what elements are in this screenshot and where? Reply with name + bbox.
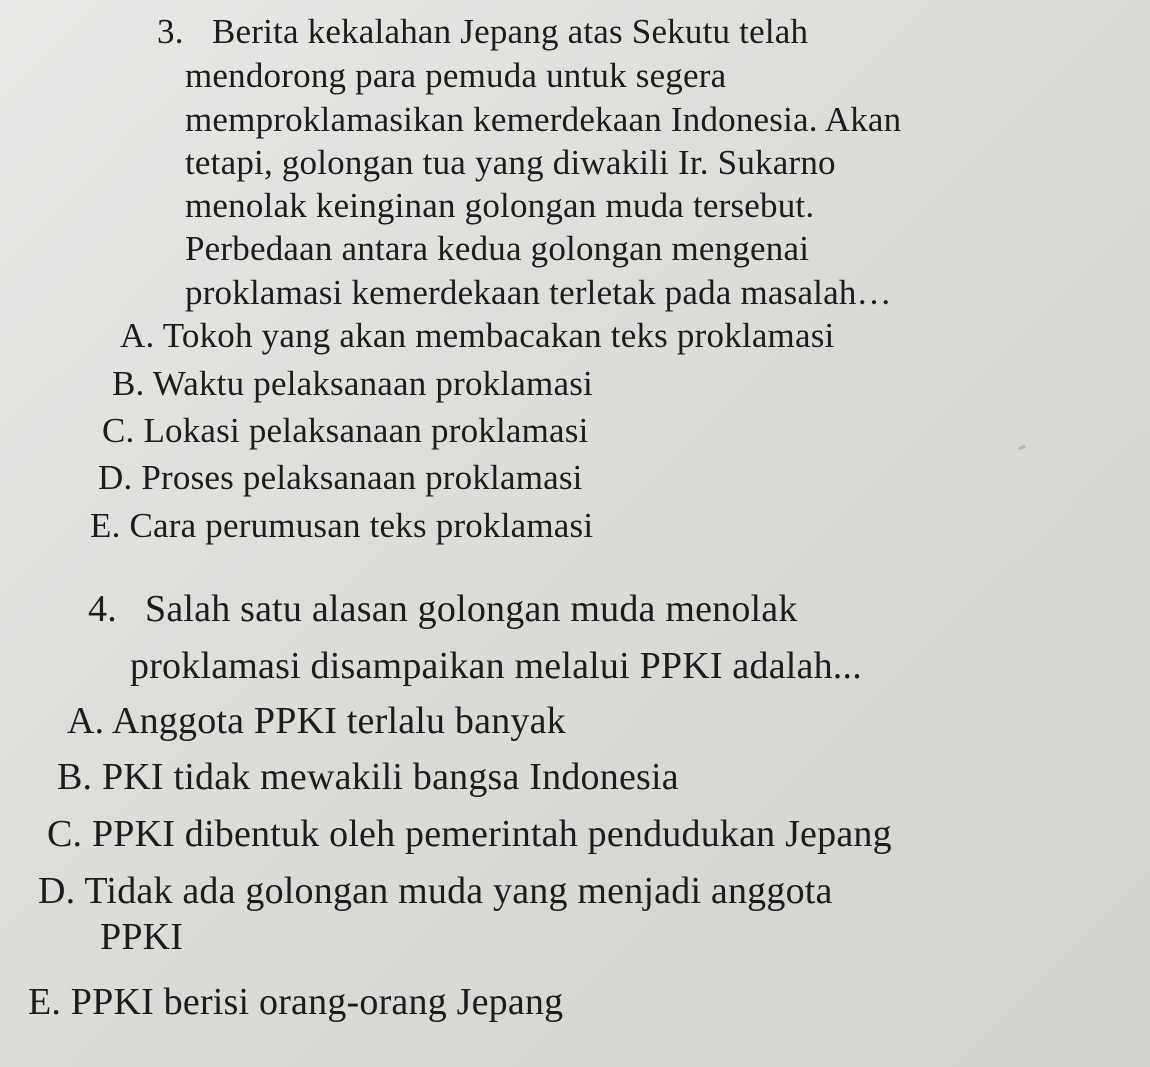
question-4-stem-line: proklamasi disampaikan melalui PPKI adalah... [130,645,862,687]
question-4-option-d-continuation: PPKI [100,916,184,958]
question-4-option-b: B. PKI tidak mewakili bangsa Indonesia [57,756,679,798]
question-3-stem-line: proklamasi kemerdekaan terletak pada masalah… [185,273,892,312]
question-3-option-d: D. Proses pelaksanaan proklamasi [98,458,583,497]
question-3-option-c: C. Lokasi pelaksanaan proklamasi [102,411,589,450]
question-4-number: 4. [88,588,117,630]
question-4-option-e: E. PPKI berisi orang-orang Jepang [28,981,564,1023]
question-4-stem-line: Salah satu alasan golongan muda menolak [145,588,798,630]
question-4-option-d: D. Tidak ada golongan muda yang menjadi anggota [38,870,833,912]
question-3-number: 3. [157,12,184,51]
question-3-stem-line: menolak keinginan golongan muda tersebut. [185,186,815,225]
question-3-option-b: B. Waktu pelaksanaan proklamasi [112,364,593,403]
question-3-stem-line: tetapi, golongan tua yang diwakili Ir. Sukarno [185,143,836,182]
question-4-option-a: A. Anggota PPKI terlalu banyak [67,700,566,742]
question-3-option-e: E. Cara perumusan teks proklamasi [90,506,594,545]
question-3-stem-line: mendorong para pemuda untuk segera [185,56,727,95]
question-3-option-a: A. Tokoh yang akan membacakan teks proklamasi [120,316,835,355]
question-3-stem-line: memproklamasikan kemerdekaan Indonesia. Akan [185,100,902,139]
question-3-stem-line: Berita kekalahan Jepang atas Sekutu telah [212,12,809,51]
question-3-stem-line: Perbedaan antara kedua golongan mengenai [185,229,810,268]
paper-speck [1018,444,1027,450]
question-4-option-c: C. PPKI dibentuk oleh pemerintah pendudukan Jepang [47,813,892,855]
